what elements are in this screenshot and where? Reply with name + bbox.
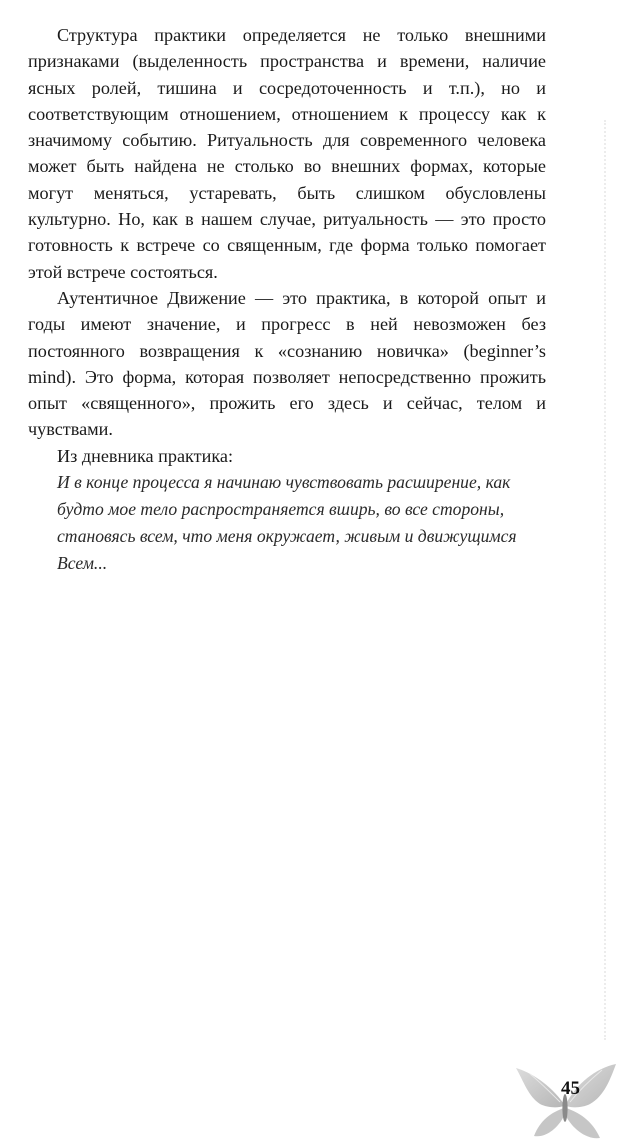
paragraph-authentic-movement: Аутентичное Движение — это практика, в которой опыт и годы имеют значение, и прогресс в ней невозможен без постоянного возвращения к «сознанию новичка» (beginner’s mind). Это форма, которая позволяет непосредственно прожить опыт «священного», прожить его здесь и сейчас, телом и чувствами. [28,287,546,440]
diary-heading: Из дневника практика: [57,445,234,466]
butterfly-icon [510,1058,620,1148]
paragraph-ritual: Структура практики определяется не только внешними признаками (выделенность пространства и времени, наличие ясных ролей, тишина и сосредоточенность и т.п.), но и соответствующим отношением, отношением к процессу как к значимому событию. Ритуальность для современного человека может быть найдена не столько во внешних формах, которые могут меняться, устаревать, быть слишком обусловлены культурно. Но, как в нашем случае, ритуальность — это просто готовность к встрече со священным, где форма только помогает этой встрече состояться. [28,25,546,282]
page-body [28,22,546,577]
page-number: 45 [561,1078,580,1099]
diary-quote: И в конце процесса я начинаю чувствовать расширение, как будто мое тело распространяется вширь, во все стороны, становясь всем, что меня окружает, живым и движущимся Всем... [57,472,517,574]
page-edge-dots [604,120,606,1040]
